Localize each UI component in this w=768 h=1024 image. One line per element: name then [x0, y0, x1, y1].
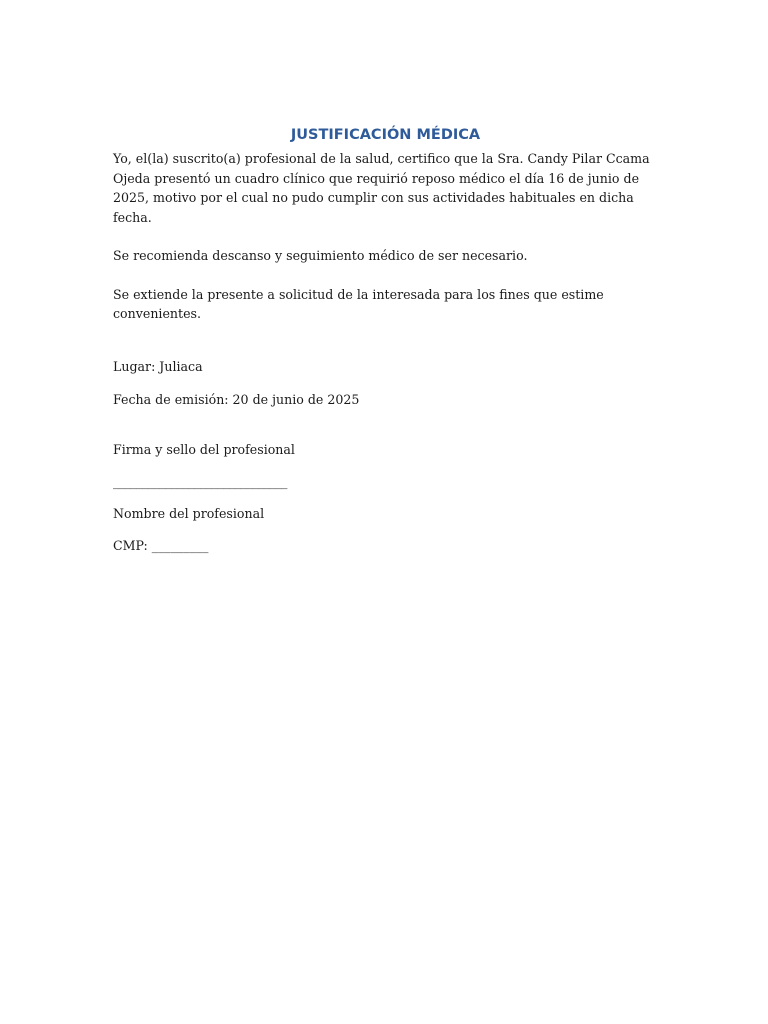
spacer — [113, 410, 658, 440]
recommendation-paragraph: Se recomienda descanso y seguimiento médico de ser necesario. — [113, 248, 528, 263]
issue-date-line: Fecha de emisión: 20 de junio de 2025 — [113, 391, 360, 407]
signature-label: Firma y sello del profesional — [113, 441, 295, 457]
spacer — [113, 492, 658, 504]
signature-line: ______________________________ — [113, 473, 287, 489]
professional-name-label: Nombre del profesional — [113, 505, 265, 521]
cmp-label: CMP: _________ — [113, 537, 209, 553]
spacer — [113, 324, 658, 357]
spacer — [113, 266, 658, 285]
document-title: JUSTIFICACIÓN MÉDICA — [290, 127, 481, 143]
spacer — [113, 524, 658, 536]
document-body — [113, 124, 658, 556]
spacer — [113, 460, 658, 472]
place-line: Lugar: Juliaca — [113, 358, 203, 374]
closing-paragraph: Se extiende la presente a solicitud de la interesada para los fines que estime convenientes. — [113, 286, 604, 321]
spacer — [113, 377, 658, 390]
certification-paragraph: Yo, el(la) suscrito(a) profesional de la salud, certifico que la Sra. Candy Pilar Ccama Ojeda presentó un cuadro clínico que requirió reposo médico el día 16 de junio de 2025, motivo por el cual no pudo cumplir con sus actividades habituales en dicha fecha. — [113, 151, 650, 225]
spacer — [113, 227, 658, 246]
